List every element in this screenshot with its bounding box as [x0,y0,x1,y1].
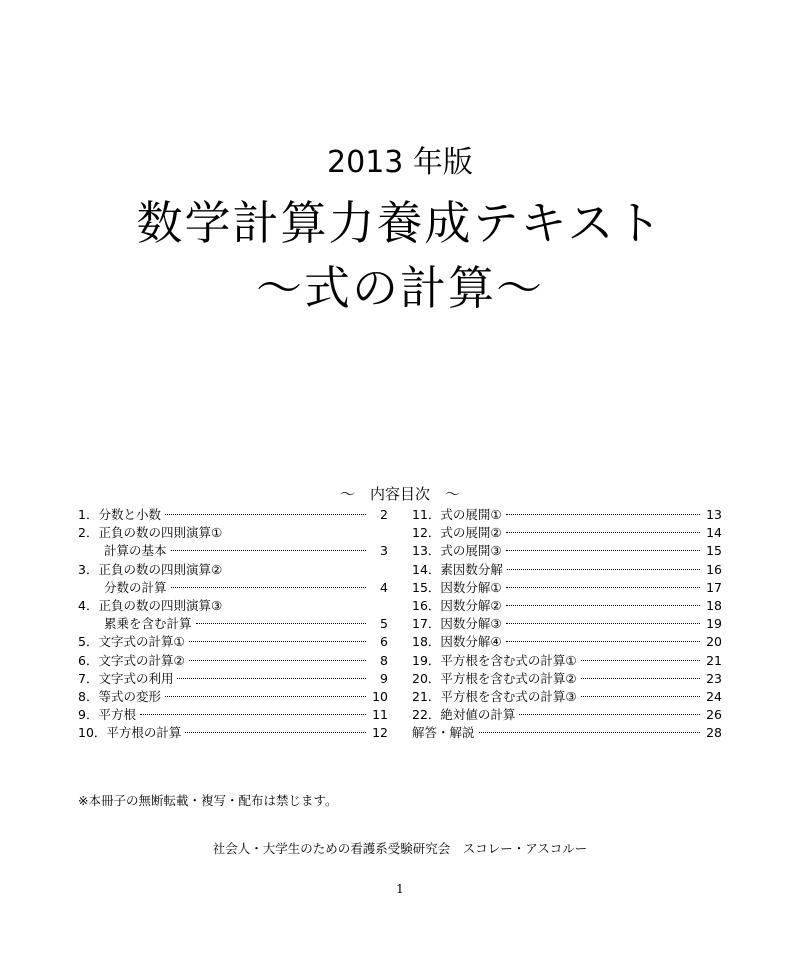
toc-entry-page: 21 [706,652,722,668]
toc-leader-dots [581,659,700,661]
toc-leader-dots [171,549,366,551]
toc-leader-dots [506,586,700,588]
toc-entry-label: 17．因数分解③ [412,616,502,632]
toc-entry-page: 20 [706,634,722,650]
toc-entry [412,706,722,724]
toc-entry-label: 3．正負の数の四則演算② [78,561,223,577]
toc-entry-page: 15 [706,543,722,559]
toc-entry [412,561,722,579]
toc-entry-page: 16 [706,561,722,577]
toc-entry-page: 18 [706,597,722,613]
toc-left-column [78,506,388,742]
toc-entry-page: 24 [706,688,722,704]
edition-year: 2013 年版 [327,145,473,180]
toc-entry-page: 3 [380,543,388,559]
toc-entry-page: 8 [380,652,388,668]
toc-entry [412,633,722,651]
toc-entry-page: 14 [706,525,722,541]
toc-entry-page: 13 [706,507,722,522]
toc-entry [412,670,722,688]
toc-entry-label: 18．因数分解④ [412,634,502,650]
toc-leader-dots [519,713,700,715]
toc-leader-dots [189,659,366,661]
toc-entry-label: 15．因数分解① [412,579,502,595]
toc-leader-dots [506,604,700,606]
toc-entry-page: 12 [372,725,388,741]
toc-leader-dots [506,513,700,515]
toc-entry-label: 累乗を含む計算 [104,616,192,632]
toc-entry [78,652,388,670]
toc-leader-dots [189,640,366,642]
toc-entry-label: 10．平方根の計算 [78,725,182,741]
toc-leader-dots [581,695,700,697]
toc-entry-label: 分数の計算 [104,579,167,595]
toc-entry-label: 19．平方根を含む式の計算① [412,652,577,668]
toc-entry-label: 8．等式の変形 [78,688,161,704]
toc-entry [78,706,388,724]
toc-leader-dots [506,622,700,624]
toc-right-column [412,506,722,742]
toc-entry [78,633,388,651]
toc-entry [412,579,722,597]
toc-entry [412,724,722,742]
toc-entry [78,670,388,688]
toc-entry [78,561,388,579]
toc-leader-dots [165,695,366,697]
toc-leader-dots [165,513,366,515]
toc-entry-label: 2．正負の数の四則演算① [78,525,223,541]
copyright-notice: ※本冊子の無断転載・複写・配布は禁じます。 [78,793,338,808]
toc-entry [412,652,722,670]
toc-leader-dots [506,531,700,533]
toc-entry-page: 5 [380,616,388,632]
toc-leader-dots [171,586,366,588]
toc-entry-page: 4 [380,579,388,595]
toc-entry [78,542,388,560]
footer-organization: 社会人・大学生のための看護系受験研究会 スコレー・アスコルー [212,841,588,856]
toc-entry-page: 9 [380,670,388,686]
toc-entry-label: 20．平方根を含む式の計算② [412,670,577,686]
toc-entry-label: 11．式の展開① [412,507,502,522]
toc-entry [412,524,722,542]
toc-entry [78,688,388,706]
toc-entry-label: 計算の基本 [104,543,167,559]
toc-entry-page: 10 [372,688,388,704]
toc-entry [412,615,722,633]
toc-entry-page: 2 [380,507,388,522]
toc-entry-label: 14．素因数分解 [412,561,503,577]
toc-leader-dots [185,731,366,733]
toc-entry-label: 9．平方根 [78,707,136,723]
toc-leader-dots [479,731,700,733]
page-number: 1 [396,882,404,896]
toc-leader-dots [581,677,700,679]
toc-leader-dots [140,713,366,715]
toc-entry [78,506,388,524]
toc-entry-label: 7．文字式の利用 [78,670,174,686]
toc-entry-label: 6．文字式の計算② [78,652,185,668]
toc-leader-dots [177,677,366,679]
toc-entry-label: 解答・解説 [412,725,475,741]
document-subtitle: ～式の計算～ [256,261,544,315]
toc-entry [412,597,722,615]
toc-entry-page: 26 [706,707,722,723]
toc-entry-label: 1．分数と小数 [78,507,161,522]
toc-entry-label: 13．式の展開③ [412,543,502,559]
toc-entry-page: 23 [706,670,722,686]
toc-entry-label: 22．絶対値の計算 [412,707,516,723]
toc-leader-dots [506,549,700,551]
toc-entry-label: 4．正負の数の四則演算③ [78,597,223,613]
toc-entry [78,615,388,633]
toc-entry-page: 6 [380,634,388,650]
toc-entry [78,579,388,597]
toc-entry [412,542,722,560]
toc-entry-label: 12．式の展開② [412,525,502,541]
toc-entry-label: 5．文字式の計算① [78,634,185,650]
toc-entry-page: 11 [372,707,388,723]
toc-leader-dots [506,640,700,642]
toc-entry-label: 16．因数分解② [412,597,502,613]
toc-leader-dots [196,622,366,624]
toc-heading: ～ 内容目次 ～ [339,485,460,503]
toc-entry [412,506,722,524]
document-title: 数学計算力養成テキスト [136,196,664,250]
toc-entry [78,524,388,542]
toc-entry-page: 28 [706,725,722,741]
toc-entry [78,597,388,615]
toc-entry-page: 17 [706,579,722,595]
toc-entry [78,724,388,742]
toc-entry [412,688,722,706]
toc-entry-page: 19 [706,616,722,632]
toc-leader-dots [507,568,700,570]
toc-entry-label: 21．平方根を含む式の計算③ [412,688,577,704]
